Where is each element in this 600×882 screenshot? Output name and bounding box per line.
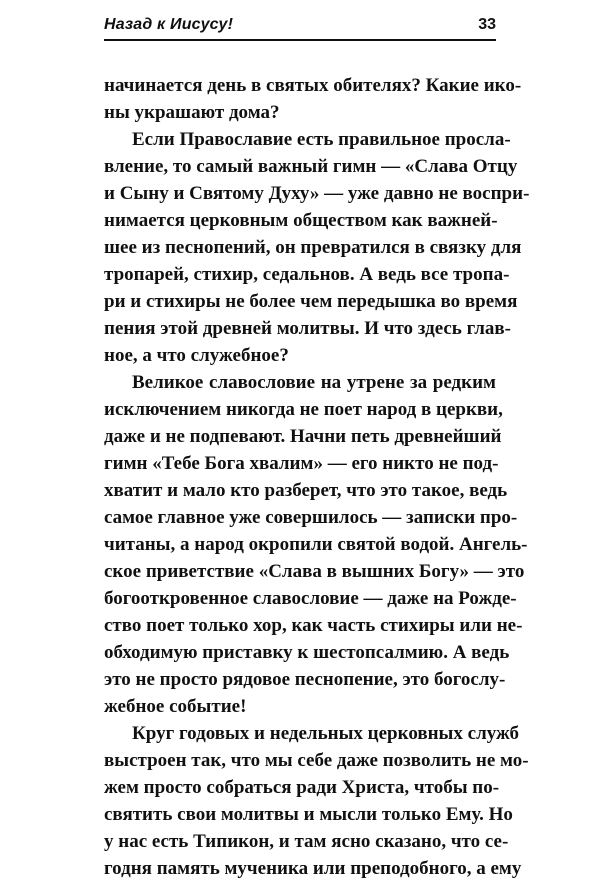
text-line: самое главное уже совершилось — записки про- [104,507,518,528]
text-line: выстроен так, что мы себе даже позволить не мо- [104,750,529,771]
header-rule [104,39,496,41]
text-line: гимн «Тебе Бога хвалим» — его никто не под- [104,453,499,474]
text-line: обходимую приставку к шестопсалмию. А ведь [104,642,510,663]
text-line: тропарей, стихир, седальнов. А ведь все тропа- [104,264,510,285]
text-line: начинается день в святых обителях? Какие ико- [104,75,522,96]
text-line: читаны, а народ окропили святой водой. Ангель- [104,534,528,555]
text-line: вление, то самый важный гимн — «Слава Отцу [104,156,518,177]
text-line: ри и стихиры не более чем передышка во время [104,291,518,312]
text-line: жебное событие! [104,696,247,717]
text-line: пения этой древней молитвы. И что здесь глав- [104,318,512,339]
text-line: ное, а что служебное? [104,345,289,366]
text-line: даже и не подпевают. Начни петь древнейший [104,426,502,447]
running-header [104,12,496,42]
text-line: Круг годовых и недельных церковных служб [132,723,520,744]
text-line: шее из песнопений, он превратился в связку для [104,237,522,258]
text-line: жем просто собраться ради Христа, чтобы по- [104,777,500,798]
text-line: ское приветствие «Слава в вышних Богу» — это [104,561,525,582]
text-line: Если Православие есть правильное просла- [132,129,511,150]
text-line: это не просто рядовое песнопение, это богослу- [104,669,506,690]
book-title: Назад к Иисусу! [104,16,234,33]
text-line: и Сыну и Святому Духу» — уже давно не воспри- [104,183,530,204]
text-line: хватит и мало кто разберет, что это такое, ведь [104,480,508,501]
text-line: святить свои молитвы и мысли только Ему. Но [104,804,513,825]
text-line: ны украшают дома? [104,102,280,123]
body-text [104,72,530,882]
text-line: богооткровенное славословие — даже на Рожде- [104,588,517,609]
text-line: годня память мученика или преподобного, а ему [104,858,522,879]
text-line: у нас есть Типикон, и там ясно сказано, что се- [104,831,509,852]
text-line: нимается церковным обществом как важней- [104,210,498,231]
text-line: ство поет только хор, как часть стихиры или не- [104,615,523,636]
page-number: 33 [478,16,496,33]
text-line: Великое славословие на утрене за редким [132,372,496,393]
text-line: исключением никогда не поет народ в церкви, [104,399,503,420]
